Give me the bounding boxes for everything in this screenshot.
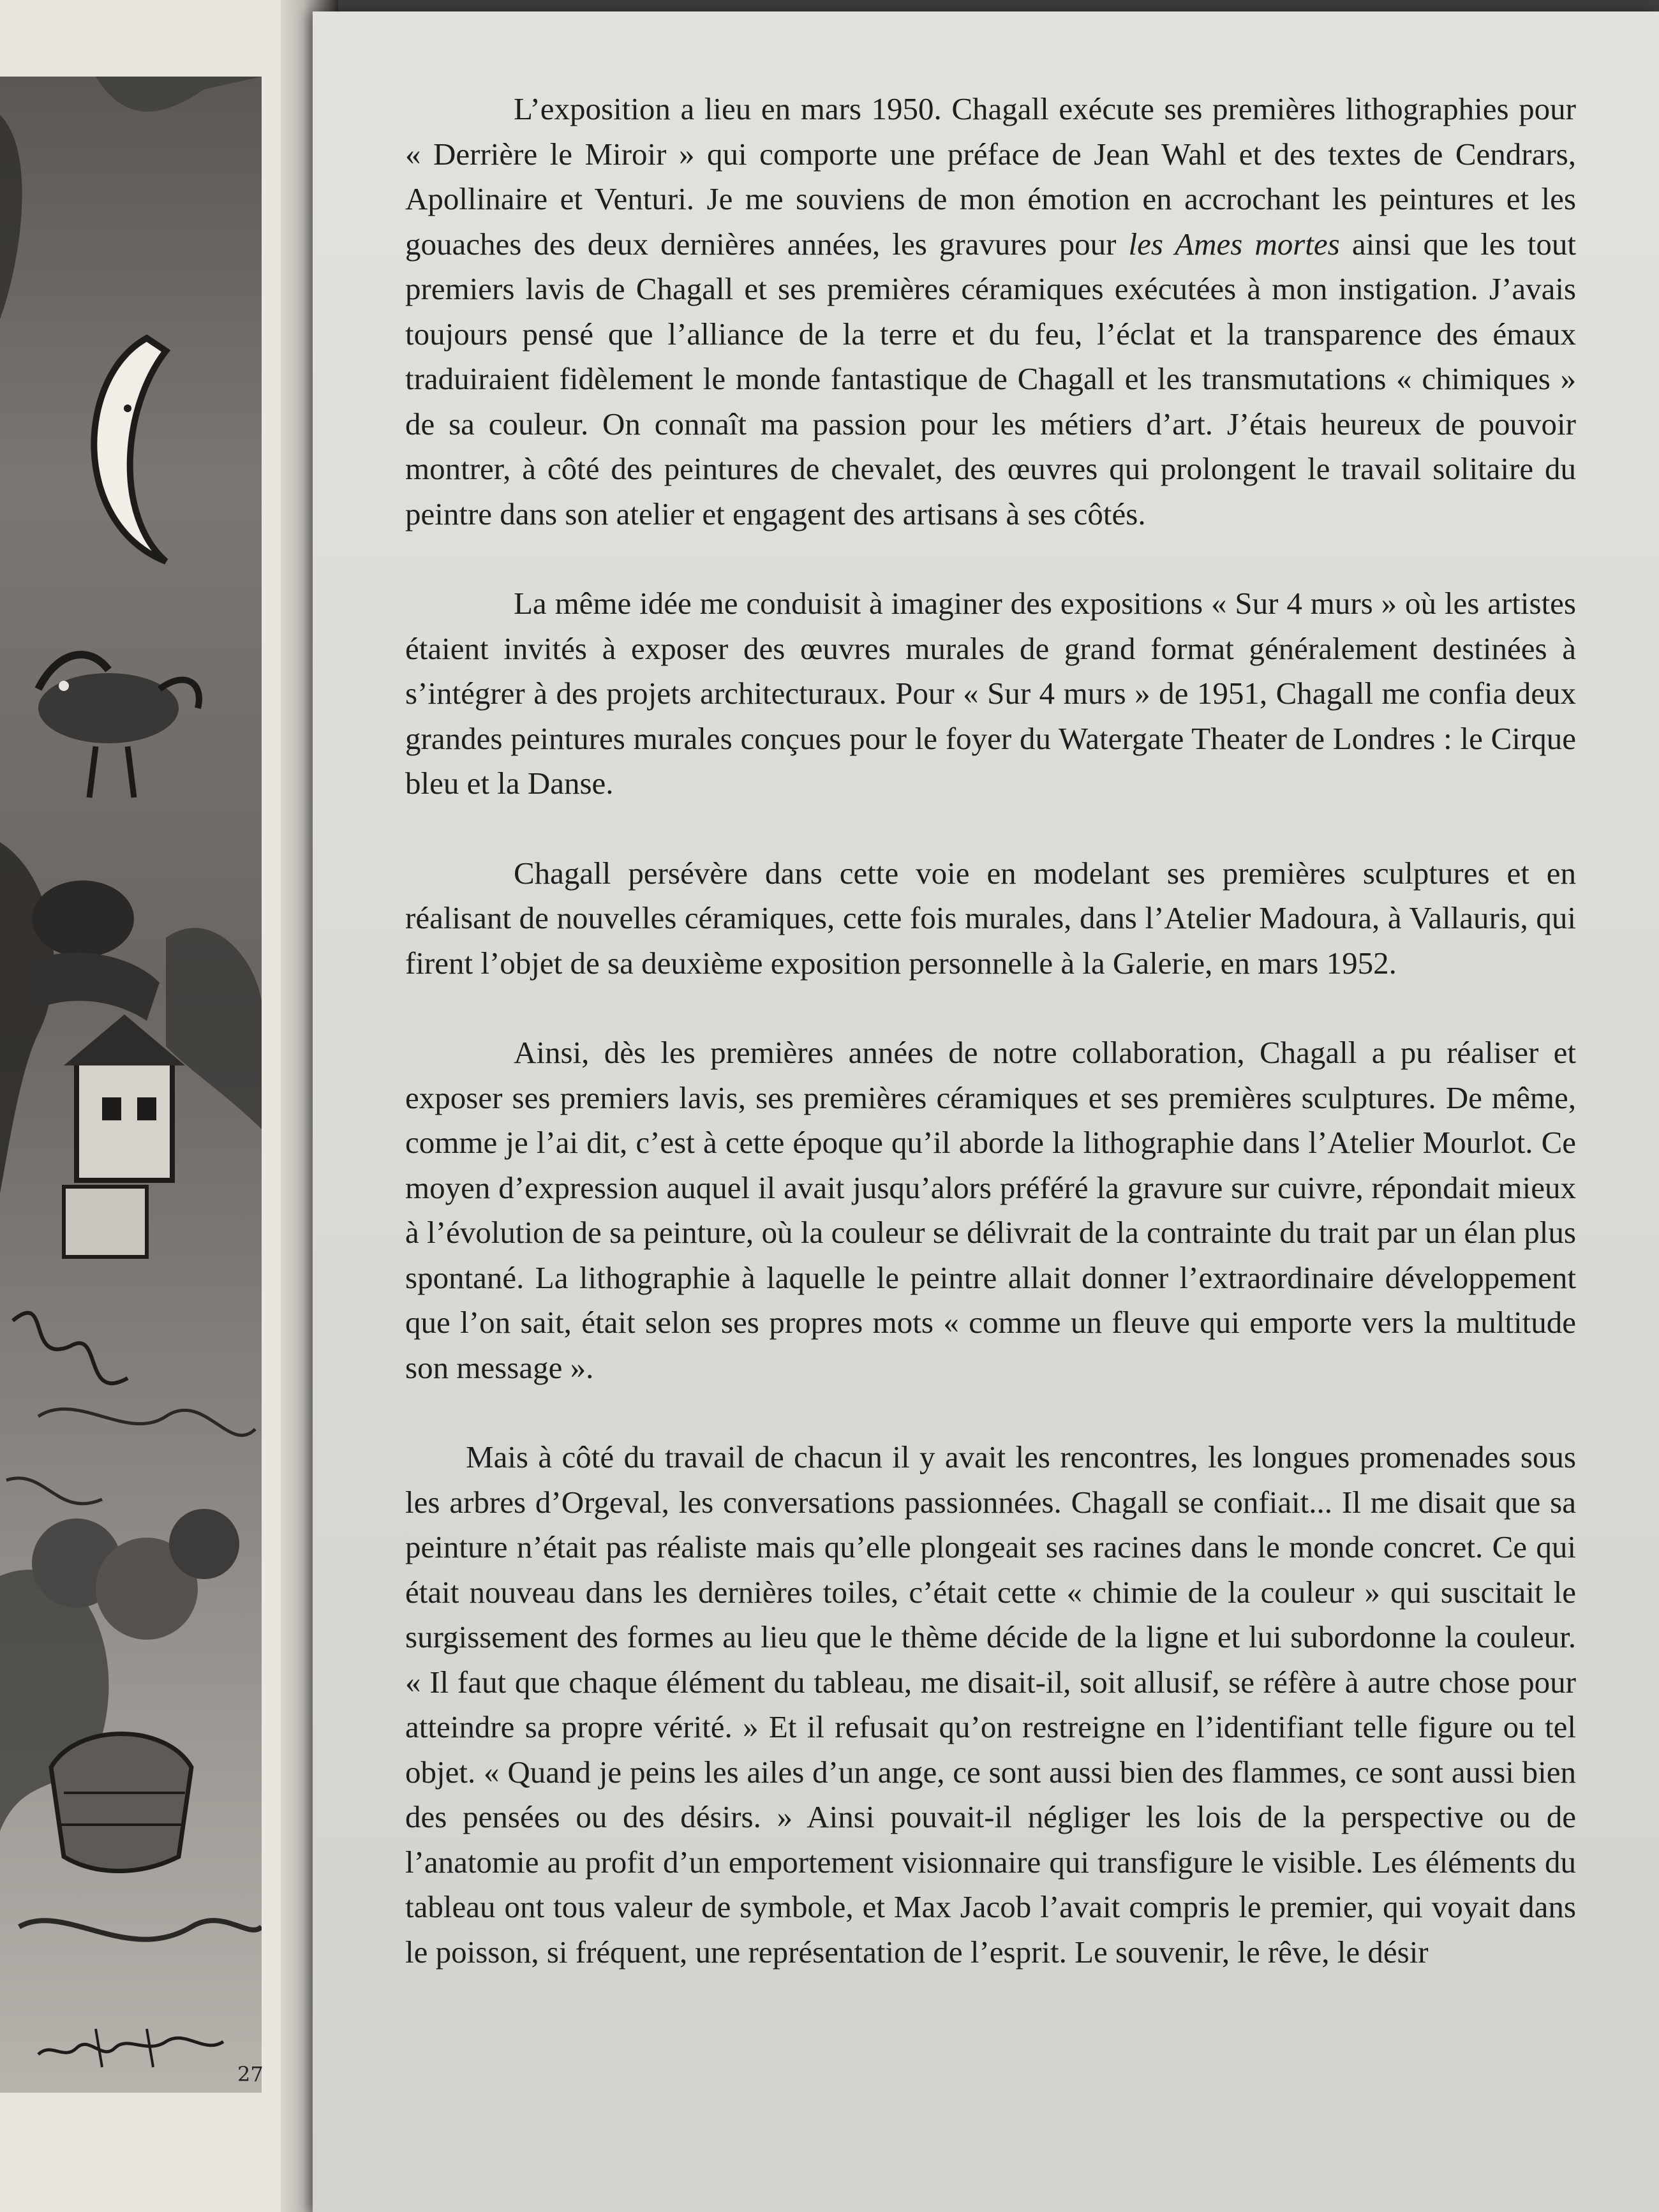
paragraph-1-text-b: ainsi que les tout premiers lavis de Chagall et ses premières céramiques exécutées à mon instigation. J’avais toujours pensé que l’alliance de la terre et du feu, l’éclat et la transparence des émaux traduiraient fidèlement le monde fantastique de Chagall et les transmutations « chimiques » de sa couleur. On connaît ma passion pour les métiers d’art. J’étais heureux de pouvoir montrer, à côté des peintures de chevalet, des œuvres qui prolongent le travail solitaire du peintre dans son atelier et engagent des artisans à ses côtés. bbox=[405, 226, 1576, 531]
left-page bbox=[0, 0, 319, 2212]
paragraph-3: Chagall persévère dans cette voie en modelant ses premières sculptures et en réalisant de nouvelles céramiques, cette fois murales, dans l’Atelier Madoura, à Vallauris, qui firent l’objet de sa deuxième exposition personnelle à la Galerie, en mars 1952. bbox=[405, 855, 1576, 981]
paragraph-2: La même idée me conduisit à imaginer des expositions « Sur 4 murs » où les artistes étaient invités à exposer des œuvres murales de grand format généralement destinées à s’intégrer à des projets architecturaux. Pour « Sur 4 murs » de 1951, Chagall me confia deux grandes peintures murales conçues pour le foyer du Watergate Theater de Londres : le Cirque bleu et la Danse. bbox=[405, 586, 1576, 801]
paragraph-1-text-a: L’exposition a lieu en mars 1950. Chagall exécute ses premières lithographies pour « Derrière le Miroir » qui comporte une préface de Jean Wahl et des textes de Cendrars, Apollinaire et Venturi. Je me souviens de mon émotion en accrochant les peintures et les gouaches des deux dernières années, les gravures pour bbox=[405, 91, 1576, 262]
book-title-italic: les Ames mortes bbox=[1128, 226, 1340, 262]
chagall-wash-drawing bbox=[0, 77, 262, 2093]
paragraph-4: Ainsi, dès les premières années de notre collaboration, Chagall a pu réaliser et exposer ses premiers lavis, ses premières céramiques et ses premières sculptures. De même, comme je l’ai dit, c’est à cette époque qu’il aborde la lithographie dans l’Atelier Mourlot. Ce moyen d’expression auquel il avait jusqu’alors préféré la gravure sur cuivre, répondait mieux à l’évolution de sa peinture, où la couleur se délivrait de la contrainte du trait par un élan plus spontané. La lithographie à laquelle le peintre allait donner l’extraordinaire développement que l’on sait, était selon ses propres mots « comme un fleuve qui emporte vers la multitude son message ». bbox=[405, 1035, 1576, 1385]
page-number: 27 bbox=[237, 2062, 264, 2086]
body-text bbox=[405, 87, 1576, 2019]
right-page bbox=[313, 11, 1659, 2212]
paragraph-1 bbox=[405, 87, 1576, 537]
paragraph-5: Mais à côté du travail de chacun il y avait les rencontres, les longues promenades sous les arbres d’Orgeval, les conversations passionnées. Chagall se confiait... Il me disait que sa peinture n’était pas réaliste mais qu’elle plongeait ses racines dans le monde concret. Ce qui était nouveau dans les dernières toiles, c’était cette « chimie de la couleur » qui suscitait le surgissement des formes au lieu que le thème décide de la ligne et lui subordonne la couleur. « Il faut que chaque élément du tableau, me disait-il, soit allusif, se réfère à autre chose pour atteindre sa propre vérité. » Et il refusait qu’on restreigne en l’identifiant telle figure ou tel objet. « Quand je peins les ailes d’un ange, ce sont aussi bien des flammes, ce sont aussi bien des pensées ou des désirs. » Ainsi pouvait-il négliger les lois de la perspective ou de l’anatomie au profit d’un emportement visionnaire qui transfigure le visible. Les éléments du tableau ont tous valeur de symbole, et Max Jacob l’avait compris le premier, qui voyait dans le poisson, si fréquent, une représentation de l’esprit. Le souvenir, le rêve, le désir bbox=[405, 1439, 1576, 1970]
